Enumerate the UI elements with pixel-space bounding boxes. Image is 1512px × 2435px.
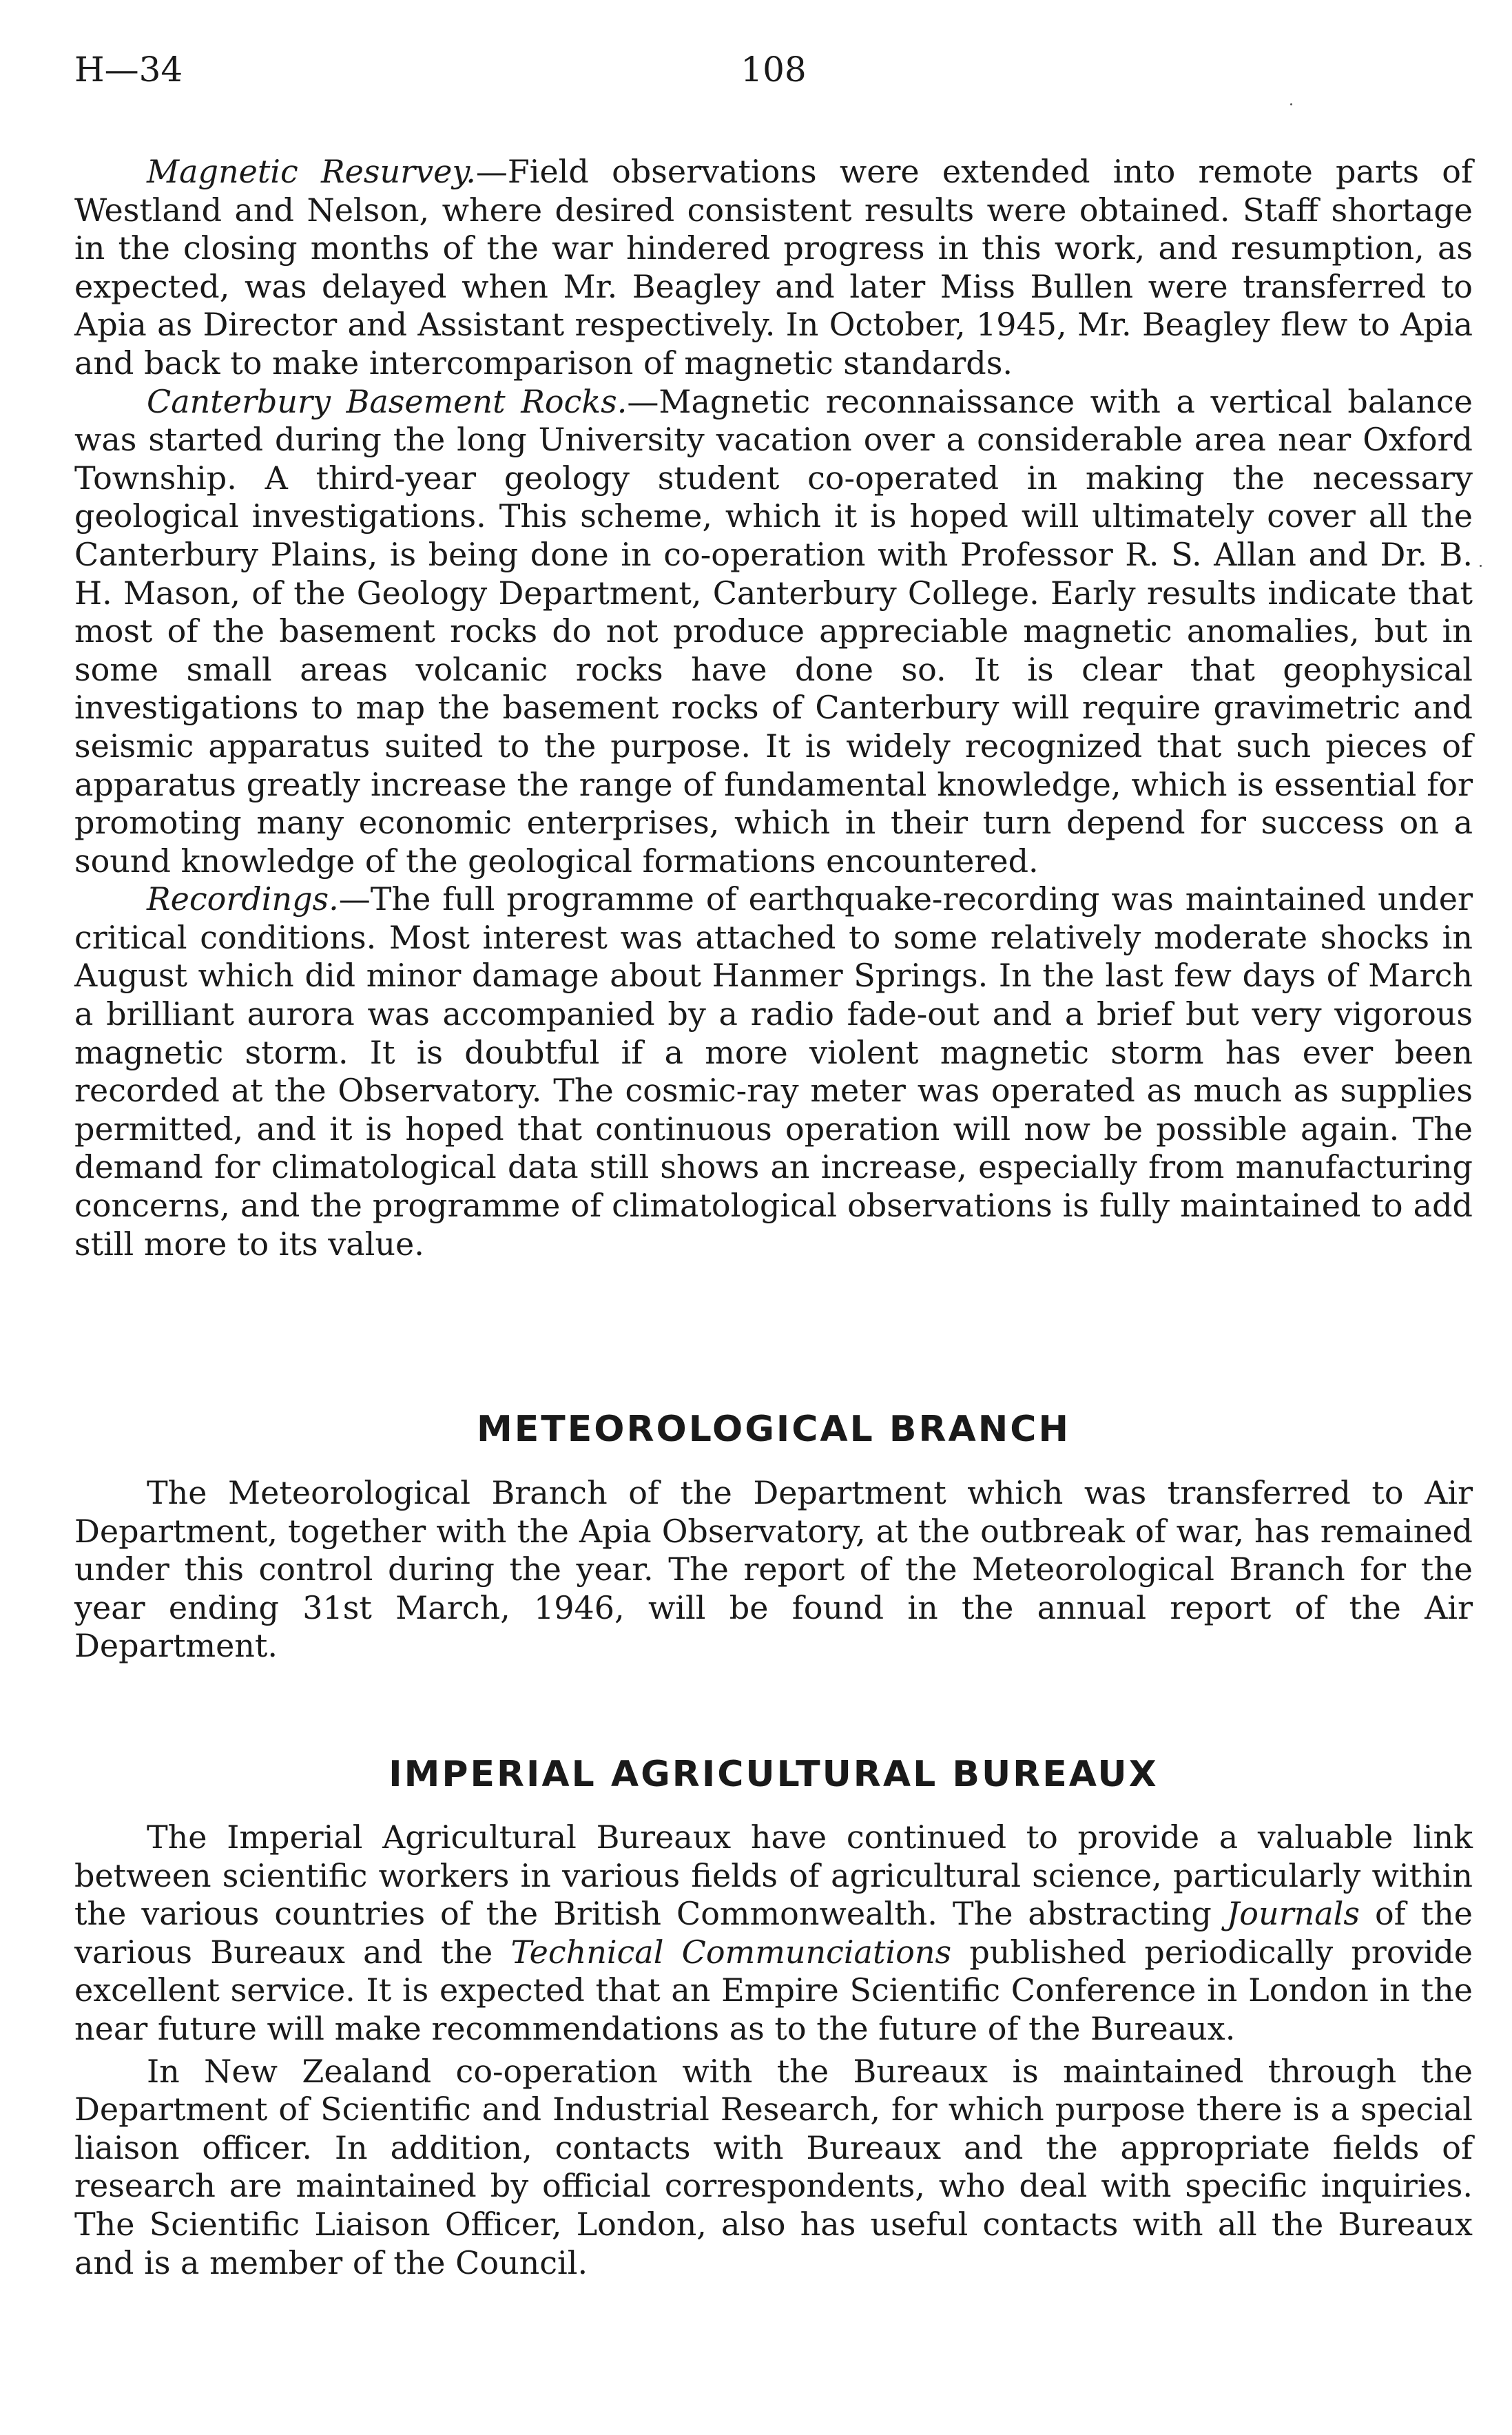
italic-title: Technical Communciations	[510, 1933, 952, 1971]
paragraph-canterbury-basement-rocks	[74, 383, 1473, 881]
paragraph-text: —The full programme of earthquake-recording was maintained under critical conditions. Most interest was attached to some relatively moderate shocks in August which did minor damage about Hanmer Springs. In the last few days of March a brilliant aurora was accompanied by a radio fade-out and a brief but very vigorous magnetic storm. It is doubtful if a more violent magnetic storm has ever been recorded at the Observatory. The cosmic-ray meter was operated as much as supplies permitted, and it is hoped that continuous operation will now be possible again. The demand for climatological data still shows an increase, especially from manufacturing concerns, and the programme of climatological observations is fully maintained to add still more to its value.	[74, 880, 1473, 1263]
paragraph	[74, 1819, 1473, 2049]
paragraph: The Meteorological Branch of the Department which was transferred to Air Department, together with the Apia Observatory, at the outbreak of war, has remained under this control during the year. The report of the Meteorological Branch for the year ending 31st March, 1946, will be found in the annual report of the Air Department.	[74, 1474, 1473, 1665]
section-heading-meteorological-branch: METEOROLOGICAL BRANCH	[477, 1409, 1070, 1450]
italic-title: Journals	[1226, 1895, 1360, 1933]
page-header	[74, 50, 1473, 105]
paragraph-recordings	[74, 880, 1473, 1263]
text-run: published periodically provide excellent service. It is expected that an Empire Scientific Conference in London in the near future will make recommendations as to the future of the Bureaux.	[74, 1933, 1473, 2047]
bureaux-section	[74, 1819, 1473, 2282]
document-reference: H—34	[74, 50, 183, 90]
paragraph-magnetic-resurvey	[74, 153, 1473, 383]
paragraph-text: —Field observations were extended into remote parts of Westland and Nelson, where desired consistent results were obtained. Staff shortage in the closing months of the war hindered progress in this work, and resumption, as expected, was delayed when Mr. Beagley and later Miss Bullen were transferred to Apia as Director and Assistant respectively. In October, 1945, Mr. Beagley flew to Apia and back to make intercomparison of magnetic standards.	[74, 153, 1473, 382]
print-speck	[1290, 103, 1292, 105]
run-in-heading: Recordings.	[147, 880, 339, 918]
meteorological-section	[74, 1474, 1473, 1666]
run-in-heading: Magnetic Resurvey.	[147, 153, 476, 190]
run-in-heading: Canterbury Basement Rocks.	[147, 382, 628, 420]
section-heading-imperial-agricultural-bureaux: IMPERIAL AGRICULTURAL BUREAUX	[389, 1754, 1159, 1795]
paragraph: In New Zealand co-operation with the Bureaux is maintained through the Department of Scientific and Industrial Research, for which purpose there is a special liaison officer. In addition, contacts with Bureaux and the appropriate fields of research are maintained by official correspondents, who deal with specific inquiries. The Scientific Liaison Officer, London, also has useful contacts with all the Bureaux and is a member of the Council.	[74, 2052, 1473, 2281]
print-speck	[1480, 565, 1482, 567]
text-run: of the various Bureaux and the	[74, 1895, 1473, 1971]
paragraph-text: —Magnetic reconnaissance with a vertical balance was started during the long University vacation over a considerable area near Oxford Township. A third-year geology student co-operated in making the necessary geological investigations. This scheme, which it is hoped will ultimately cover all the Canterbury Plains, is being done in co-operation with Professor R. S. Allan and Dr. B. H. Mason, of the Geology Department, Canterbury College. Early results indicate that most of the basement rocks do not produce appreciable magnetic anomalies, but in some small areas volcanic rocks have done so. It is clear that geophysical investigations to map the basement rocks of Canterbury will require gravimetric and seismic apparatus suited to the purpose. It is widely recognized that such pieces of apparatus greatly increase the range of fundamental knowledge, which is essential for promoting many economic enterprises, which in their turn depend for success on a sound knowledge of the geological formations encountered.	[74, 382, 1473, 880]
observatory-section	[74, 153, 1473, 1263]
text-run: The Imperial Agricultural Bureaux have continued to provide a valuable link between scientific workers in various fields of agricultural science, particularly within the various countries of the British Commonwealth. The abstracting	[74, 1819, 1473, 1933]
page-number: 108	[741, 50, 807, 90]
